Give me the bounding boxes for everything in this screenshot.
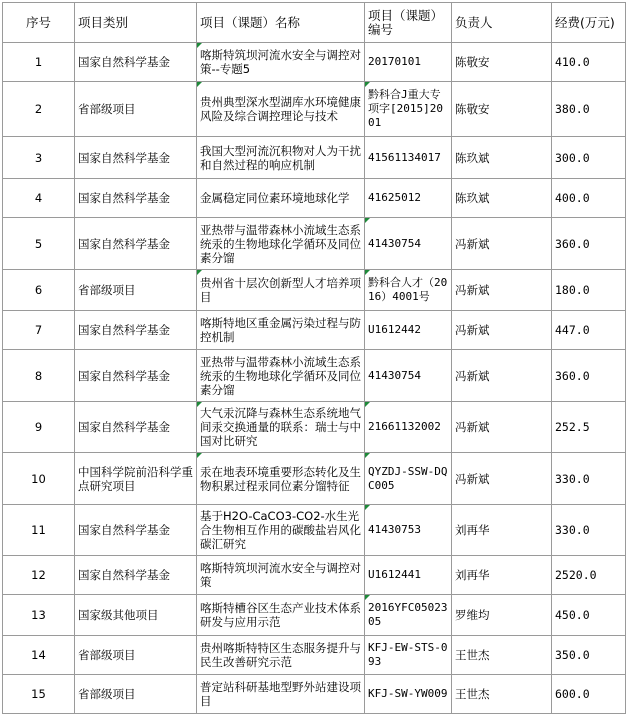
cell-budget[interactable] [552,82,626,137]
cell-no[interactable] [3,179,75,218]
cell-code-text: 41430754 [368,236,421,250]
cell-budget-text: 447.0 [555,323,590,337]
table-row [3,137,626,179]
cell-no-text: 7 [34,323,43,337]
cell-name-text: 大气汞沉降与森林生态系统地气间汞交换通量的联系：瑞士与中国对比研究 [200,406,361,448]
cell-leader-text: 刘再华 [455,568,490,582]
cell-code[interactable] [365,43,452,82]
cell-name[interactable] [197,402,365,453]
table-row [3,636,626,675]
cell-no[interactable] [3,218,75,270]
table-row [3,82,626,137]
cell-name[interactable] [197,505,365,556]
cell-name-text: 贵州典型深水型湖库水环境健康风险及综合调控理论与技术 [200,95,361,123]
table-row [3,556,626,595]
cell-category[interactable] [75,453,197,505]
cell-leader-text: 冯新斌 [455,368,490,383]
cell-name[interactable] [197,137,365,179]
cell-name[interactable] [197,556,365,595]
comment-marker-icon [365,218,370,223]
cell-budget[interactable] [552,675,626,714]
cell-category[interactable] [75,402,197,453]
cell-budget[interactable] [552,43,626,82]
table-row [3,675,626,714]
cell-budget-text: 410.0 [555,55,590,69]
cell-name[interactable] [197,179,365,218]
header-no[interactable]: 序号 [3,3,75,43]
cell-name[interactable] [197,218,365,270]
cell-leader-text: 冯新斌 [455,283,490,297]
cell-code[interactable] [365,179,452,218]
cell-code-text: U1612441 [368,568,421,581]
cell-code-text: 黔科合人才（2016）4001号 [368,276,448,303]
project-table [2,2,626,714]
cell-category[interactable] [75,675,197,714]
cell-code[interactable] [365,82,452,137]
cell-budget[interactable] [552,311,626,350]
cell-category-text: 国家自然科学基金 [78,236,170,251]
cell-code-text: 2016YFC0502305 [368,601,448,628]
cell-leader-text: 陈玖斌 [455,191,490,205]
cell-leader[interactable] [452,179,552,218]
comment-marker-icon [365,453,370,458]
cell-category-text: 省部级项目 [78,283,136,297]
cell-leader-text: 王世杰 [455,687,490,701]
cell-code[interactable] [365,675,452,714]
cell-name[interactable] [197,675,365,714]
cell-category-text: 国家自然科学基金 [78,323,170,337]
cell-code[interactable] [365,595,452,636]
cell-name-text: 我国大型河流沉积物对人为干扰和自然过程的响应机制 [200,143,361,172]
comment-marker-icon [197,43,202,48]
cell-code-text: 41430754 [368,368,421,382]
cell-leader[interactable] [452,137,552,179]
cell-no[interactable] [3,636,75,675]
cell-leader-text: 冯新斌 [455,471,490,486]
cell-no[interactable] [3,453,75,505]
cell-leader[interactable] [452,556,552,595]
cell-leader-text: 刘再华 [455,523,490,537]
cell-category-text: 国家自然科学基金 [78,150,170,165]
cell-name-text: 喀斯特筑坝河流水安全与调控对策--专题5 [200,48,361,76]
cell-category-text: 中国科学院前沿科学重点研究项目 [78,464,193,493]
cell-budget[interactable] [552,636,626,675]
cell-name-text: 普定站科研基地型野外站建设项目 [200,680,361,708]
cell-leader[interactable] [452,311,552,350]
cell-budget[interactable] [552,402,626,453]
cell-budget[interactable] [552,595,626,636]
table-row [3,311,626,350]
cell-code[interactable] [365,556,452,595]
cell-budget-text: 360.0 [555,236,590,251]
cell-name[interactable] [197,595,365,636]
table-row [3,179,626,218]
table-row [3,402,626,453]
cell-budget-text: 600.0 [555,687,590,701]
comment-marker-icon [197,402,202,407]
cell-budget-text: 360.0 [555,368,590,383]
comment-marker-icon [365,270,370,275]
cell-name-text: 金属稳定同位素环境地球化学 [200,191,350,205]
cell-no-text: 13 [31,608,46,622]
cell-category-text: 省部级项目 [78,648,136,662]
header-budget[interactable]: 经费(万元) [552,3,626,43]
cell-code[interactable] [365,311,452,350]
cell-no-text: 2 [34,102,43,116]
cell-name[interactable] [197,43,365,82]
cell-no-text: 12 [31,568,46,582]
cell-budget-text: 450.0 [555,608,590,622]
cell-code[interactable] [365,453,452,505]
table-row [3,595,626,636]
cell-code-text: 41561134017 [368,150,441,164]
cell-category[interactable] [75,311,197,350]
cell-category[interactable] [75,556,197,595]
cell-budget-text: 400.0 [555,191,590,205]
header-code[interactable]: 项目（课题）编号 [365,3,452,43]
cell-leader-text: 陈敬安 [455,55,490,69]
cell-no[interactable] [3,595,75,636]
cell-budget-text: 330.0 [555,471,590,486]
cell-no-text: 11 [31,523,46,537]
cell-no[interactable] [3,137,75,179]
cell-category-text: 省部级项目 [78,102,136,116]
cell-name-text: 贵州省十层次创新型人才培养项目 [200,276,361,304]
cell-category[interactable] [75,505,197,556]
cell-leader-text: 王世杰 [455,648,490,662]
cell-name[interactable] [197,350,365,402]
cell-category[interactable] [75,350,197,402]
cell-category-text: 国家自然科学基金 [78,568,170,582]
cell-budget[interactable] [552,218,626,270]
comment-marker-icon [365,402,370,407]
cell-no[interactable] [3,505,75,556]
cell-budget-text: 2520.0 [555,568,597,582]
table-row [3,453,626,505]
header-category[interactable]: 项目类别 [75,3,197,43]
cell-category[interactable] [75,82,197,137]
cell-no-text: 9 [34,420,43,434]
cell-budget[interactable] [552,270,626,311]
header-row [3,3,626,43]
comment-marker-icon [197,82,202,87]
cell-category[interactable] [75,218,197,270]
cell-no[interactable] [3,402,75,453]
cell-leader[interactable] [452,402,552,453]
cell-category[interactable] [75,595,197,636]
cell-category[interactable] [75,43,197,82]
cell-no[interactable] [3,311,75,350]
cell-category-text: 国家自然科学基金 [78,368,170,383]
table-row [3,270,626,311]
cell-leader[interactable] [452,675,552,714]
cell-leader-text: 冯新斌 [455,236,490,251]
cell-code[interactable] [365,270,452,311]
cell-leader[interactable] [452,505,552,556]
cell-code[interactable] [365,402,452,453]
cell-leader[interactable] [452,350,552,402]
cell-name-text: 亚热带与温带森林小流域生态系统汞的生物地球化学循环及同位素分馏 [200,354,361,397]
cell-leader[interactable] [452,82,552,137]
cell-code-text: 黔科合J重大专项字[2015]2001 [368,88,443,129]
table-body [3,3,626,714]
cell-leader[interactable] [452,43,552,82]
cell-budget-text: 300.0 [555,150,590,165]
table-row [3,43,626,82]
cell-category[interactable] [75,179,197,218]
cell-budget-text: 180.0 [555,283,590,297]
cell-no[interactable] [3,270,75,311]
cell-budget[interactable] [552,505,626,556]
cell-category[interactable] [75,270,197,311]
cell-no-text: 8 [34,368,43,383]
cell-budget[interactable] [552,453,626,505]
cell-code-text: 41625012 [368,191,421,204]
cell-leader-text: 罗维均 [455,608,490,622]
cell-code[interactable] [365,218,452,270]
cell-name[interactable] [197,311,365,350]
cell-budget[interactable] [552,556,626,595]
cell-no[interactable] [3,350,75,402]
cell-category[interactable] [75,137,197,179]
cell-name-text: 亚热带与温带森林小流域生态系统汞的生物地球化学循环及同位素分馏 [200,222,361,265]
comment-marker-icon [365,505,370,510]
table-row [3,218,626,270]
cell-category-text: 国家自然科学基金 [78,191,170,205]
cell-leader-text: 冯新斌 [455,323,490,337]
cell-leader-text: 陈敬安 [455,102,490,116]
cell-budget-text: 330.0 [555,523,590,537]
cell-name-text: 喀斯特槽谷区生态产业技术体系研发与应用示范 [200,601,361,629]
cell-name[interactable] [197,636,365,675]
cell-code[interactable] [365,350,452,402]
cell-name[interactable] [197,270,365,311]
comment-marker-icon [365,595,370,600]
cell-no-text: 6 [34,283,43,297]
cell-budget-text: 350.0 [555,648,590,662]
cell-code-text: 21661132002 [368,420,441,433]
cell-no[interactable] [3,43,75,82]
cell-category-text: 省部级项目 [78,687,136,701]
cell-leader[interactable] [452,218,552,270]
comment-marker-icon [197,270,202,275]
cell-name-text: 喀斯特地区重金属污染过程与防控机制 [200,316,361,344]
cell-budget-text: 380.0 [555,102,590,116]
comment-marker-icon [365,82,370,87]
cell-name[interactable] [197,82,365,137]
comment-marker-icon [197,453,202,458]
cell-leader[interactable] [452,636,552,675]
cell-leader[interactable] [452,453,552,505]
cell-name-text: 喀斯特筑坝河流水安全与调控对策 [200,561,361,589]
cell-code[interactable] [365,636,452,675]
cell-leader-text: 陈玖斌 [455,150,490,165]
cell-no-text: 14 [31,648,46,662]
cell-name-text: 基于H2O-CaCO3-CO2-水生光合生物相互作用的碳酸盐岩风化碳汇研究 [200,509,361,551]
cell-no[interactable] [3,82,75,137]
cell-category-text: 国家自然科学基金 [78,523,170,537]
cell-category-text: 国家自然科学基金 [78,420,170,434]
cell-no-text: 15 [31,687,46,701]
cell-no-text: 10 [31,471,46,486]
cell-no-text: 5 [34,236,43,251]
cell-budget[interactable] [552,350,626,402]
cell-budget[interactable] [552,137,626,179]
table-row [3,350,626,402]
cell-category[interactable] [75,636,197,675]
cell-no-text: 4 [34,191,43,205]
cell-no-text: 1 [34,55,43,69]
cell-code[interactable] [365,137,452,179]
cell-code-text: QYZDJ-SSW-DQC005 [368,464,448,492]
cell-code-text: 20170101 [368,55,421,68]
cell-budget[interactable] [552,179,626,218]
cell-leader[interactable] [452,270,552,311]
cell-code-text: KFJ-SW-YW009 [368,687,448,700]
cell-category-text: 国家级其他项目 [78,608,159,622]
cell-no[interactable] [3,556,75,595]
cell-category-text: 国家自然科学基金 [78,55,170,69]
cell-name-text: 汞在地表环境重要形态转化及生物积累过程汞同位素分馏特征 [200,464,361,493]
cell-no-text: 3 [34,150,43,165]
cell-name[interactable] [197,453,365,505]
header-leader[interactable]: 负责人 [452,3,552,43]
cell-leader[interactable] [452,595,552,636]
cell-no[interactable] [3,675,75,714]
table-row [3,505,626,556]
cell-budget-text: 252.5 [555,420,590,434]
cell-code[interactable] [365,505,452,556]
cell-code-text: KFJ-EW-STS-093 [368,641,448,668]
cell-name-text: 贵州喀斯特特区生态服务提升与民生改善研究示范 [200,641,361,669]
cell-leader-text: 冯新斌 [455,420,490,434]
cell-code-text: 41430753 [368,523,421,536]
cell-code-text: U1612442 [368,323,421,336]
header-name[interactable]: 项目（课题）名称 [197,3,365,43]
